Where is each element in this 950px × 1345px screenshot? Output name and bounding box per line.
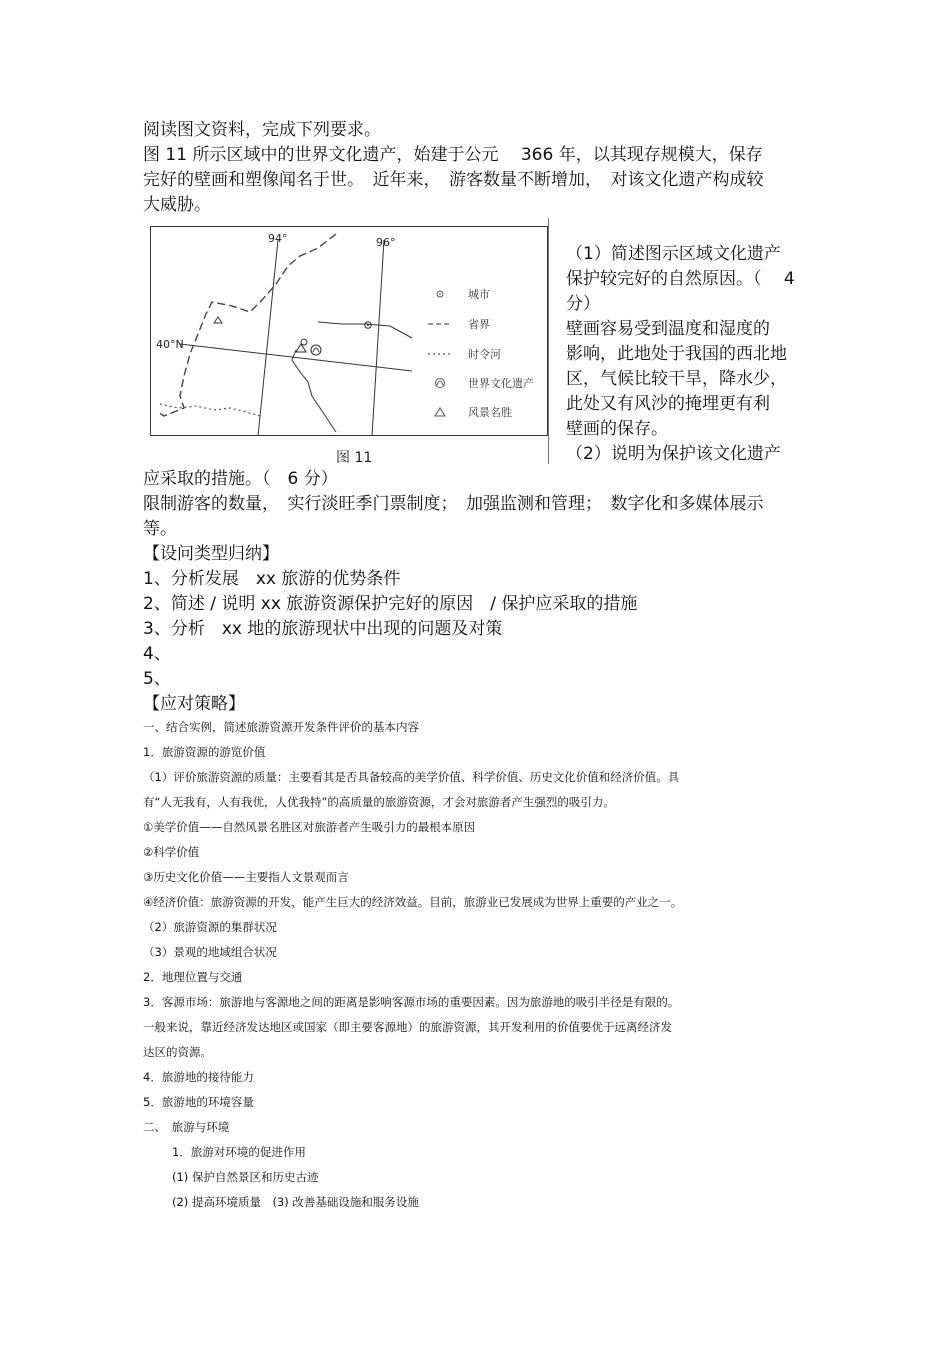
scenic-spot-icon xyxy=(214,317,222,323)
q1-line-3: 分） xyxy=(566,294,600,314)
latitude-label: 40°N xyxy=(156,338,184,351)
summary-item-3: 3、分析 xx 地的旅游现状中出现的问题及对策 xyxy=(143,619,503,639)
strategy-line: 3．客源市场：旅游地与客源地之间的距离是影响客源市场的重要因素。因为旅游地的吸引半径是有限的。 xyxy=(143,995,680,1009)
longitude-96-line xyxy=(372,240,384,436)
strategy-line: 1．旅游对环境的促进作用 xyxy=(172,1145,306,1159)
legend-heritage-label: 世界文化遗产 xyxy=(468,377,534,390)
q1-answer-1: 壁画容易受到温度和湿度的 xyxy=(566,319,770,339)
strategy-line: (2) 提高环境质量 (3) 改善基础设施和服务设施 xyxy=(172,1195,419,1209)
seasonal-river xyxy=(160,404,260,416)
strategy-line: 一般来说，靠近经济发达地区或国家（即主要客源地）的旅游资源，其开发利用的价值要优于远离经济发 xyxy=(143,1020,672,1034)
strategy-line: 二、 旅游与环境 xyxy=(143,1120,230,1134)
intro-line-4: 大威胁。 xyxy=(143,195,211,215)
intro-line-1: 阅读图文资料，完成下列要求。 xyxy=(143,120,381,140)
longitude-right-label: 96° xyxy=(376,236,396,249)
city-icon xyxy=(301,339,307,345)
strategy-line: 1．旅游资源的游览价值 xyxy=(143,745,266,759)
province-boundary xyxy=(158,234,336,416)
intro-line-3: 完好的壁画和塑像闻名于世。 近年来， 游客数量不断增加， 对该文化遗产构成较 xyxy=(143,170,764,190)
legend-heritage-icon xyxy=(436,379,445,388)
strategy-line: 2．地理位置与交通 xyxy=(143,970,243,984)
river-south xyxy=(292,350,336,432)
strategy-line: ④经济价值：旅游资源的开发，能产生巨大的经济效益。目前，旅游业已发展成为世界上重要的产业之一。 xyxy=(143,895,683,909)
q1-line-2: 保护较完好的自然原因。（ 4 xyxy=(566,269,795,289)
figure-caption: 图 11 xyxy=(336,450,373,466)
strategy-line: 达区的资源。 xyxy=(143,1045,212,1059)
world-heritage-icon xyxy=(311,345,321,355)
legend-river-label: 时令河 xyxy=(468,348,501,361)
strategy-line: 4．旅游地的接待能力 xyxy=(143,1070,254,1084)
summary-item-5: 5、 xyxy=(143,669,171,689)
q2-line-1: （2）说明为保护该文化遗产 xyxy=(566,444,781,464)
q1-line-1: （1）简述图示区域文化遗产 xyxy=(566,244,781,264)
q1-answer-5: 壁画的保存。 xyxy=(566,419,668,439)
legend-boundary-label: 省界 xyxy=(468,318,490,331)
column-divider xyxy=(548,218,549,464)
legend-scenic-icon xyxy=(435,408,445,416)
strategy-line: （2）旅游资源的集群状况 xyxy=(143,920,277,934)
strategy-line: 一、结合实例，简述旅游资源开发条件评价的基本内容 xyxy=(143,720,419,734)
longitude-left-label: 94° xyxy=(268,232,288,245)
summary-item-2: 2、简述 / 说明 xx 旅游资源保护完好的原因 / 保护应采取的措施 xyxy=(143,594,638,614)
summary-item-4: 4、 xyxy=(143,644,171,664)
q2-answer-1: 限制游客的数量， 实行淡旺季门票制度； 加强监测和管理； 数字化和多媒体展示 xyxy=(143,494,764,514)
summary-heading: 【设问类型归纳】 xyxy=(143,544,279,564)
strategy-line: 5．旅游地的环境容量 xyxy=(143,1095,254,1109)
intro-line-2: 图 11 所示区域中的世界文化遗产，始建于公元 366 年，以其现存规模大，保存 xyxy=(143,145,763,165)
q1-answer-3: 区，气候比较干旱，降水少， xyxy=(566,369,787,389)
strategy-line: ②科学价值 xyxy=(143,845,200,859)
longitude-94-line xyxy=(258,240,278,436)
strategy-line: ③历史文化价值——主要指人文景观而言 xyxy=(143,870,349,884)
strategy-line: （3）景观的地域组合状况 xyxy=(143,945,277,959)
q2-line-2: 应采取的措施。（ 6 分） xyxy=(143,469,338,489)
q2-answer-2: 等。 xyxy=(143,519,177,539)
map-figure xyxy=(150,226,550,466)
strategy-line: (1) 保护自然景区和历史古迹 xyxy=(172,1170,319,1184)
q1-answer-2: 影响，此地处于我国的西北地 xyxy=(566,344,787,364)
strategy-line: （1）评价旅游资源的质量：主要看其是否具备较高的美学价值、科学价值、历史文化价值和经济价值。具 xyxy=(143,770,680,784)
strategy-line: 有“人无我有，人有我优，人优我特”的高质量的旅游资源，才会对旅游者产生强烈的吸引力。 xyxy=(143,795,615,809)
strategy-line: ①美学价值——自然风景名胜区对旅游者产生吸引力的最根本原因 xyxy=(143,820,476,834)
q1-answer-4: 此处又有风沙的掩埋更有利 xyxy=(566,394,770,414)
legend-city-label: 城市 xyxy=(468,288,490,301)
legend-scenic-label: 风景名胜 xyxy=(468,406,512,419)
strategy-heading: 【应对策略】 xyxy=(143,694,245,714)
summary-item-1: 1、分析发展 xx 旅游的优势条件 xyxy=(143,569,401,589)
